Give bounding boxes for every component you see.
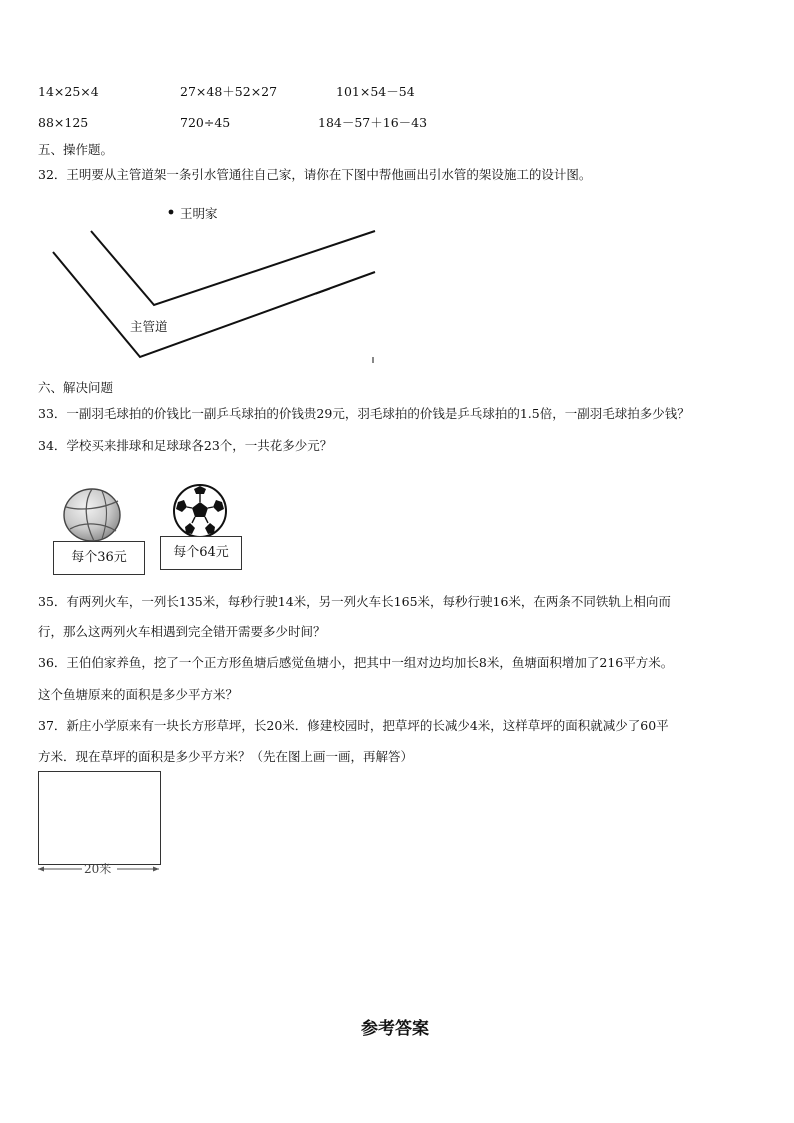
home-dot (169, 210, 174, 215)
answer-title: 参考答案 (361, 1019, 429, 1039)
soccer-ball-icon (170, 483, 230, 539)
question-36-line-1: 36．王伯伯家养鱼，挖了一个正方形鱼塘后感觉鱼塘小，把其中一组对边均加长8米，鱼塘面积增加了216平方米。 (38, 655, 674, 670)
question-37-line-1: 37．新庄小学原来有一块长方形草坪，长20米．修建校园时，把草坪的长减少4米，这样草坪的面积就减少了60平 (38, 718, 669, 733)
calc-item: 14×25×4 (38, 84, 99, 99)
calc-item: 101×54－54 (336, 84, 415, 99)
calc-item: 720÷45 (180, 115, 231, 130)
home-label: 王明家 (180, 206, 218, 221)
calc-item: 27×48＋52×27 (180, 84, 278, 99)
question-35-line-1: 35．有两列火车，一列长135米，每秒行驶14米，另一列火车长165米，每秒行驶16米，在两条不同铁轨上相向而 (38, 594, 671, 609)
main-pipe-label: 主管道 (130, 319, 168, 334)
volleyball-price-label: 每个36元 (53, 541, 145, 575)
question-35-line-2: 行，那么这两列火车相遇到完全错开需要多少时间？ (38, 624, 326, 639)
calc-item: 184－57＋16－43 (318, 115, 428, 130)
dimension-label: 20米 (84, 862, 112, 876)
question-34: 34．学校买来排球和足球球各23个，一共花多少元？ (38, 438, 333, 453)
question-32: 32．王明要从主管道架一条引水管通往自己家，请你在下图中帮他画出引水管的架设施工的设计图。 (38, 167, 592, 182)
question-33: 33．一副羽毛球拍的价钱比一副乒乓球拍的价钱贵29元，羽毛球拍的价钱是乒乓球拍的1.5倍，一副羽毛球拍多少钱？ (38, 406, 690, 421)
question-36-line-2: 这个鱼塘原来的面积是多少平方米？ (38, 687, 239, 702)
question-37-line-2: 方米．现在草坪的面积是多少平方米？（先在图上画一画，再解答） (38, 749, 414, 764)
soccer-price-label: 每个64元 (160, 536, 242, 570)
section-title: 五、操作题。 (38, 142, 114, 157)
volleyball-icon (62, 487, 122, 543)
inner-road-line (91, 231, 375, 305)
main-pipe-line (53, 252, 375, 357)
lawn-rectangle (38, 771, 161, 865)
calc-item: 88×125 (38, 115, 89, 130)
section-title: 六、解决问题 (38, 380, 114, 395)
